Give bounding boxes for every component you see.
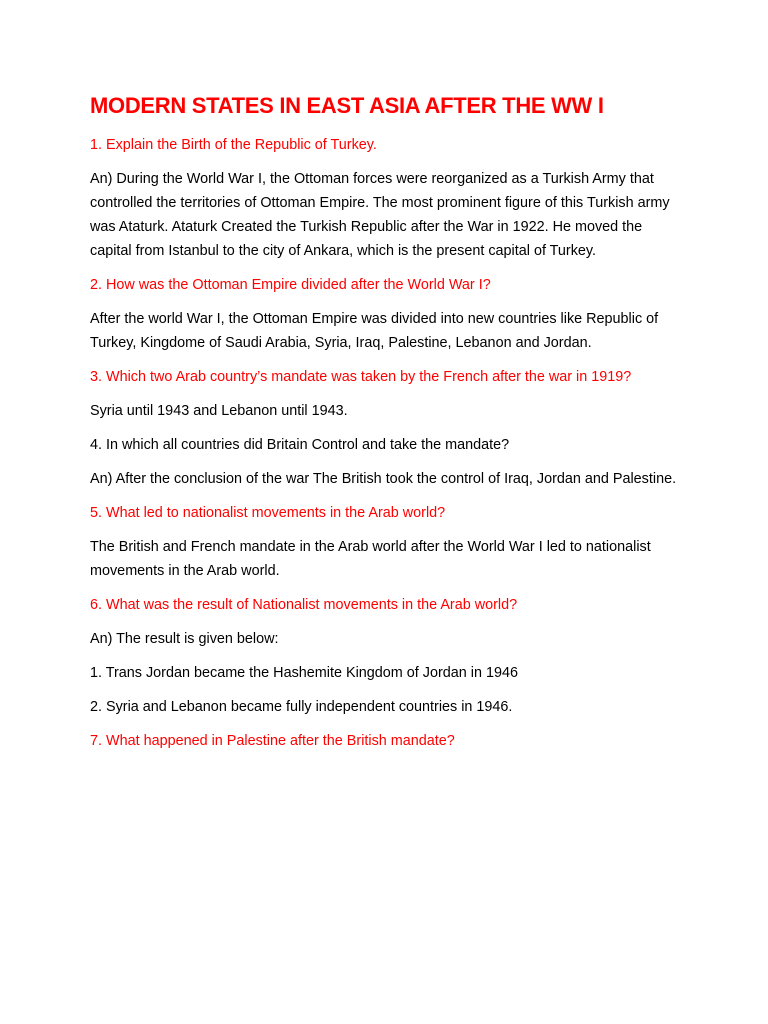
question-2: 2. How was the Ottoman Empire divided after the World War I? — [90, 277, 491, 293]
answer-1: An) During the World War I, the Ottoman forces were reorganized as a Turkish Army that controlled the territories of Ottoman Empire. The most prominent figure of this Turkish army was Ataturk. Ataturk Created the Turkish Republic after the War in 1922. He moved the capital from Istanbul to the city of Ankara, which is the present capital of Turkey. — [90, 171, 670, 259]
answer-2: After the world War I, the Ottoman Empire was divided into new countries like Republic of Turkey, Kingdome of Saudi Arabia, Syria, Iraq, Palestine, Lebanon and Jordan. — [90, 311, 659, 351]
question-3: 3. Which two Arab country’s mandate was taken by the French after the war in 1919? — [90, 369, 632, 385]
answer-6-intro: An) The result is given below: — [90, 631, 279, 647]
answer-6-item-2: 2. Syria and Lebanon became fully independent countries in 1946. — [90, 699, 513, 715]
answer-3: Syria until 1943 and Lebanon until 1943. — [90, 403, 348, 419]
document-content — [90, 92, 680, 763]
page-title: MODERN STATES IN EAST ASIA AFTER THE WW I — [90, 93, 604, 118]
question-1: 1. Explain the Birth of the Republic of Turkey. — [90, 137, 377, 153]
answer-6-item-1: 1. Trans Jordan became the Hashemite Kingdom of Jordan in 1946 — [90, 665, 518, 681]
answer-4: An) After the conclusion of the war The British took the control of Iraq, Jordan and Palestine. — [90, 471, 677, 487]
answer-5: The British and French mandate in the Arab world after the World War I led to nationalist movements in the Arab world. — [90, 539, 651, 579]
question-5: 5. What led to nationalist movements in the Arab world? — [90, 505, 446, 521]
question-6: 6. What was the result of Nationalist movements in the Arab world? — [90, 597, 518, 613]
question-7: 7. What happened in Palestine after the British mandate? — [90, 733, 455, 749]
question-4: 4. In which all countries did Britain Control and take the mandate? — [90, 437, 510, 453]
